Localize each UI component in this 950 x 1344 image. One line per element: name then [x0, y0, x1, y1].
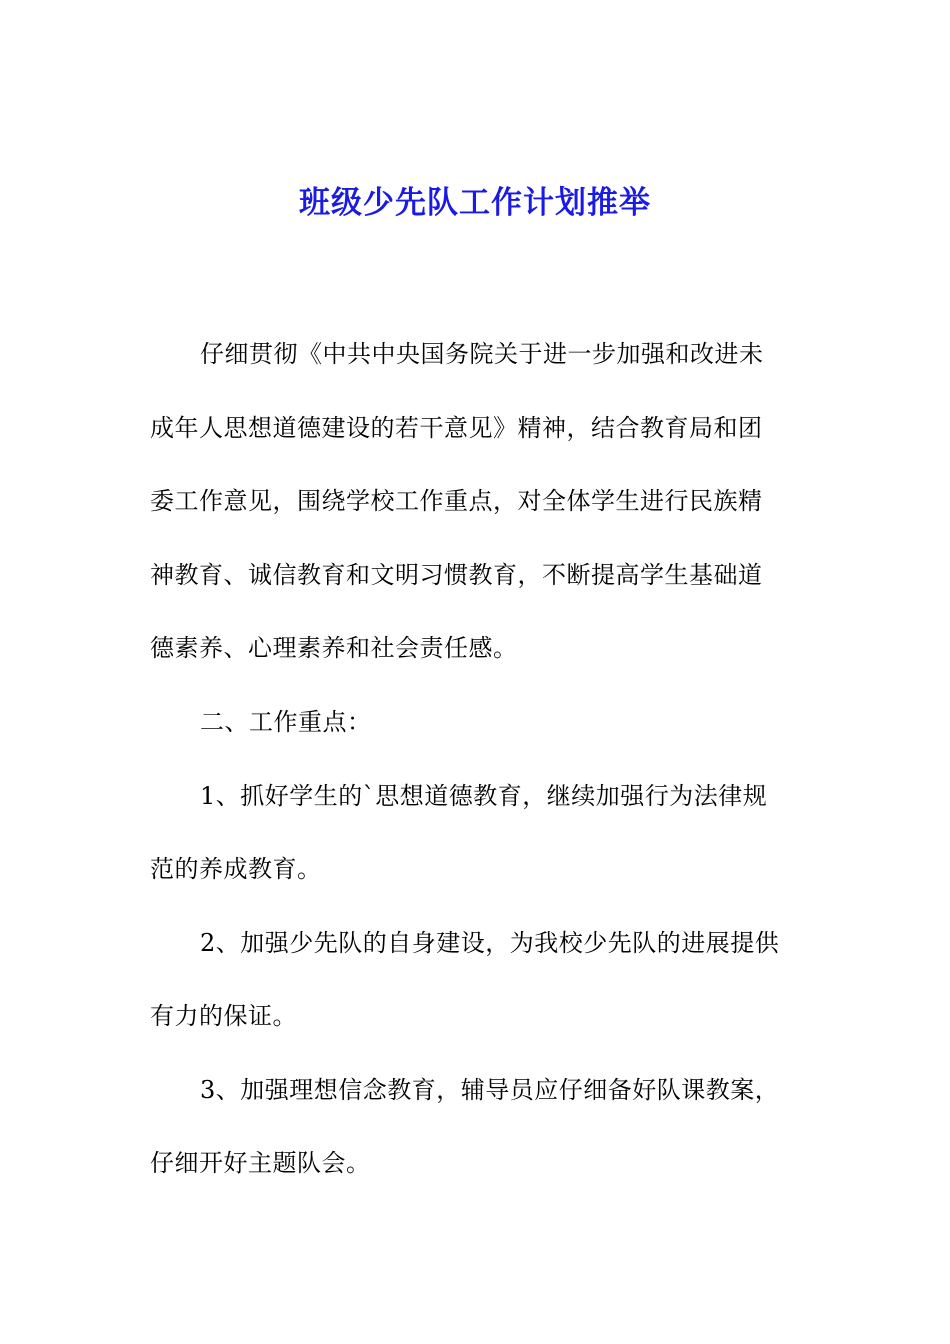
list-item-3-line-1: 3、加强理想信念教育，辅导员应仔细备好队课教案，: [200, 1075, 780, 1104]
list-item-3-line-2: 仔细开好主题队会。: [150, 1149, 371, 1177]
intro-line: 委工作意见，围绕学校工作重点，对全体学生进行民族精: [150, 487, 763, 515]
section-heading: 二、工作重点：: [200, 708, 372, 736]
document-title: 班级少先队工作计划推举: [299, 185, 651, 221]
list-item-1-line-2: 范的养成教育。: [150, 855, 322, 883]
intro-line: 成年人思想道德建设的若干意见》精神，结合教育局和团: [150, 413, 763, 442]
list-item-2-line-1: 2、加强少先队的自身建设，为我校少先队的进展提供: [200, 928, 780, 957]
list-item-1-line-1: 1、抓好学生的`思想道德教育，继续加强行为法律规: [200, 781, 768, 810]
intro-line: 仔细贯彻《中共中央国务院关于进一步加强和改进未: [200, 340, 764, 368]
list-item-2-line-2: 有力的保证。: [150, 1002, 297, 1030]
intro-paragraph: [150, 318, 800, 686]
intro-line: 德素养、心理素养和社会责任感。: [150, 634, 518, 662]
work-focus-section: [150, 686, 800, 1201]
intro-line: 神教育、诚信教育和文明习惯教育，不断提高学生基础道: [150, 560, 763, 589]
